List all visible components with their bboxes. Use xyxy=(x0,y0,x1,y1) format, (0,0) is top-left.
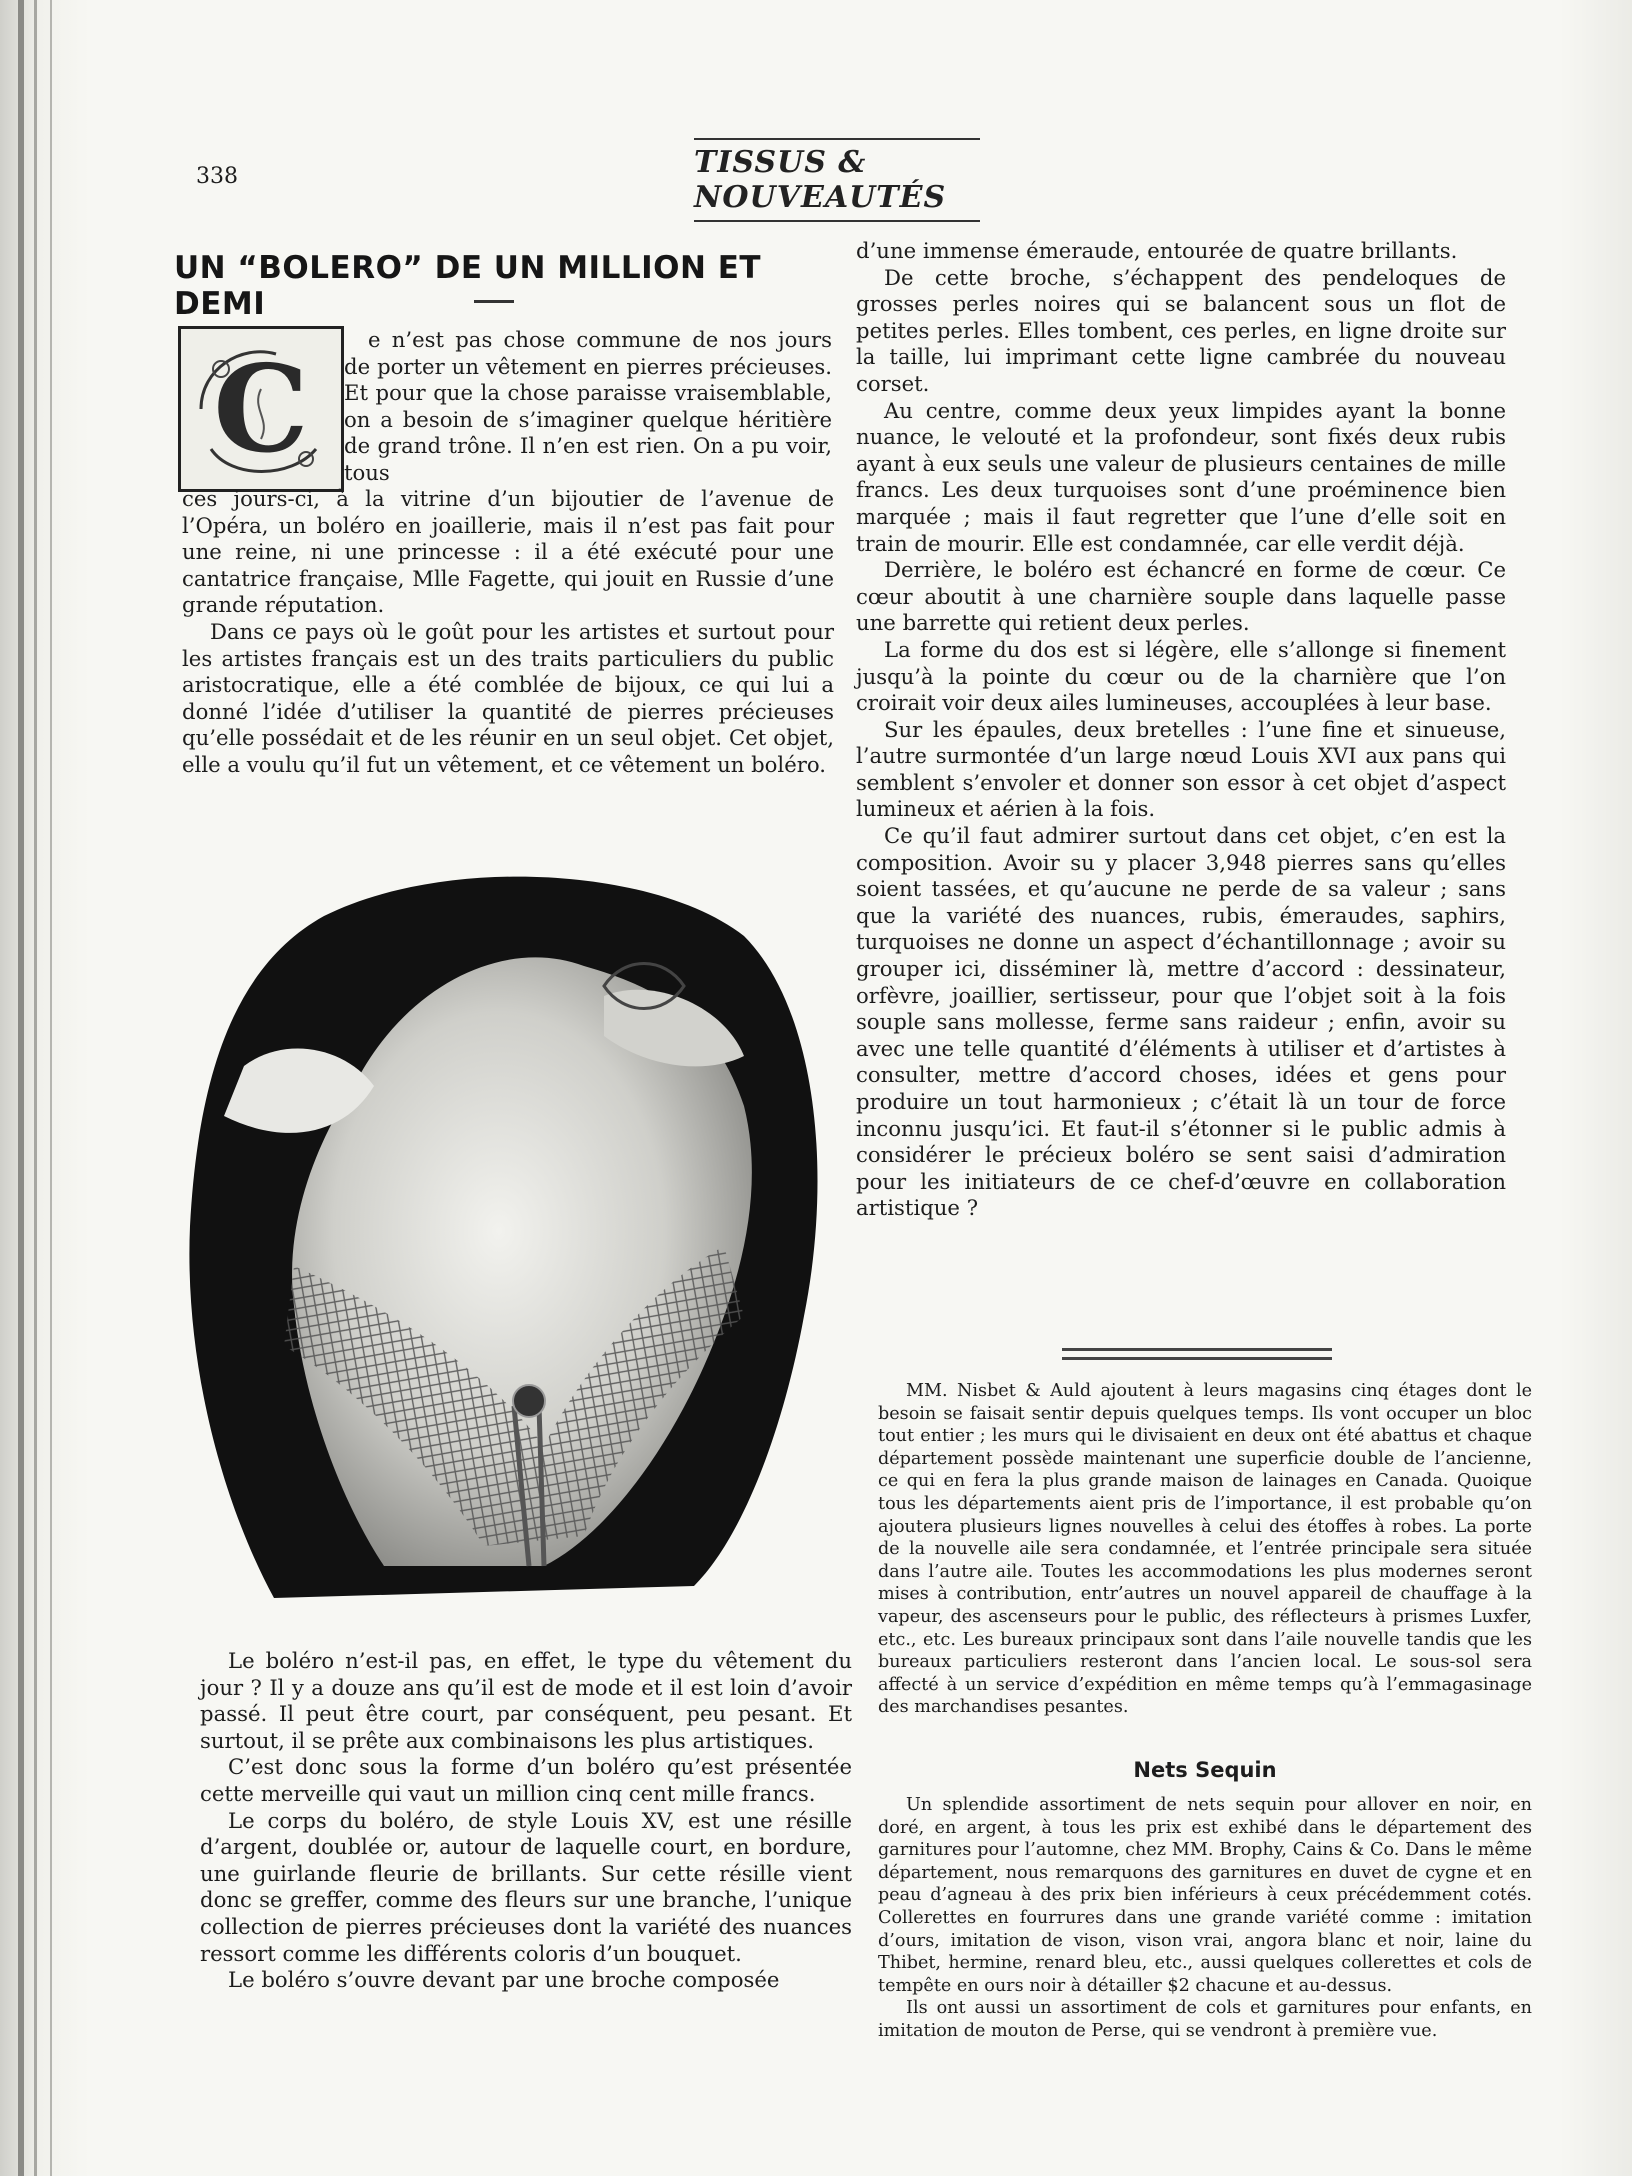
intro-paragraph: e n’est pas chose commune de nos jours de porter un vêtement en pierres précieuses. Et pour que la chose paraisse vraisemblable, on a besoin de s’imaginer quelque héritière de grand trône. Il n’en est rien. On a pu voir, tous xyxy=(344,327,832,485)
news-paragraph: MM. Nisbet & Auld ajoutent à leurs magasins cinq étages dont le besoin se faisait sentir depuis quelques temps. Ils vont occuper un bloc tout entier ; les murs qui le divisaient en deux ont été abattus et chaque département possède maintenant une superficie double de l’ancienne, ce qui en fera la plus grande maison de lainages en Canada. Quoique tous les départements aient pris de l’importance, il est probable qu’on ajoutera plusieurs lignes nouvelles à celui des étoffes à robes. La porte de la nouvelle aile sera condamnée, et l’entrée principale sera située dans l’autre aile. Toutes les accommodations les plus modernes seront mises à contribution, entr’autres un nouvel appareil de chauffage à la vapeur, des ascenseurs pour le public, des réflecteurs à prismes Luxfer, etc., etc. Les bureaux principaux sont dans l’aile nouvelle tandis que les bureaux particuliers resteront dans l’ancien local. Le sous-sol sera affecté à un service d’expédition en même temps qu’à l’emmagasinage des marchandises pesantes. xyxy=(878,1381,1532,1718)
divider-line xyxy=(1062,1357,1332,1360)
article-paragraph: Le boléro n’est-il pas, en effet, le type du vêtement du jour ? Il y a douze ans qu’il est de mode et il est loin d’avoir passé. Il peut être court, par conséquent, peu pesant. Et surtout, il se prête aux combinaisons les plus artistiques. xyxy=(200,1648,852,1753)
section-divider xyxy=(1062,1348,1332,1366)
masthead-title: TISSUS & NOUVEAUTÉS xyxy=(694,145,947,215)
binding-edge xyxy=(18,0,24,2176)
nets-paragraph: Ils ont aussi un assortiment de cols et garnitures pour enfants, en imitation de mouton de Perse, qui se vendront à première vue. xyxy=(878,1998,1532,2041)
article-left-column xyxy=(182,486,834,779)
article-right-column xyxy=(856,238,1506,1222)
nets-heading: Nets Sequin xyxy=(1133,1758,1277,1782)
nets-paragraph: Un splendide assortiment de nets sequin pour allover en noir, en doré, en argent, à tous les prix est exhibé dans le département des garnitures pour l’automne, chez MM. Brophy, Cains & Co. Dans le même département, nous remarquons des garnitures en duvet de cygne et en peau d’agneau à des prix bien inférieurs à ceux précédemment cotés. Collerettes en fourrures dans une grande variété comme : imitation d’ours, imitation de vison, vison vrai, angora blanc et noir, laine du Thibet, hermine, renard bleu, etc., aussi quelques collerettes et cols de tempête en ours noir à détailler $2 chacune et au-dessus. xyxy=(878,1795,1532,1996)
bolero-photo xyxy=(184,846,832,1598)
binding-edge xyxy=(34,0,37,2176)
article-left-bottom xyxy=(200,1648,852,1994)
article-paragraph: ces jours-ci, à la vitrine d’un bijoutier de l’avenue de l’Opéra, un boléro en joaillerie, mais il n’est pas fait pour une reine, ni une princesse : il a été exécuté pour une cantatrice française, Mlle Fagette, qui jouit en Russie d’une grande réputation. xyxy=(182,486,834,618)
article-paragraph: Ce qu’il faut admirer surtout dans cet objet, c’en est la composition. Avoir su y placer 3,948 pierres sans qu’elles soient tassées, et qu’aucune ne perde de sa valeur ; sans que la variété des nuances, rubis, émeraudes, saphirs, turquoises ne donne un aspect d’échantillonnage ; avoir su grouper ici, disséminer là, mettre d’accord : dessinateur, orfèvre, joaillier, sertisseur, pour que l’objet soit à la fois souple sans mollesse, ferme sans raideur ; enfin, avoir su avec une telle quantité d’éléments à utiliser et d’artistes à consulter, mettre d’accord choses, idées et gens pour produire un tout harmonieux ; c’était là un tour de force inconnu jusqu’ici. Et faut-il s’étonner si le public admis à considérer le précieux boléro se sent saisi d’admiration pour les initiateurs de ce chef-d’œuvre en collaboration artistique ? xyxy=(856,823,1506,1221)
article-paragraph: La forme du dos est si légère, elle s’allonge si finement jusqu’à la pointe du cœur ou de la charnière que l’on croirait voir deux ailes lumineuses, accouplées à leur base. xyxy=(856,636,1506,716)
divider-line xyxy=(1062,1348,1332,1351)
article-paragraph: C’est donc sous la forme d’un boléro qu’est présentée cette merveille qui vaut un million cinq cent mille francs. xyxy=(200,1754,852,1806)
page-number: 338 xyxy=(196,164,238,189)
article-intro xyxy=(344,327,832,487)
news-item xyxy=(878,1380,1532,1719)
article-paragraph: Derrière, le boléro est échancré en forme de cœur. Ce cœur aboutit à une charnière souple dans laquelle passe une barrette qui retient deux perles. xyxy=(856,557,1506,636)
headline-rule xyxy=(474,300,514,303)
dropcap-letter: C xyxy=(213,338,309,480)
bolero-image xyxy=(184,846,832,1598)
article-paragraph: Dans ce pays où le goût pour les artistes et surtout pour les artistes français est un des traits particuliers du public aristocratique, elle a été comblée de bijoux, ce qui lui a donné l’idée d’utiliser la quantité de pierres précieuses qu’elle possédait et de les réunir en un seul objet. Cet objet, elle a voulu qu’il fut un vêtement, et ce vêtement un boléro. xyxy=(182,618,834,777)
article-headline: UN “BOLERO” DE UN MILLION ET DEMI xyxy=(174,250,762,322)
article-paragraph: De cette broche, s’échappent des pendeloques de grosses perles noires qui se balancent sous un flot de petites perles. Elles tombent, ces perles, en ligne droite sur la taille, lui imprimant cette ligne cambrée du nouveau corset. xyxy=(856,264,1506,396)
article-paragraph: Au centre, comme deux yeux limpides ayant la bonne nuance, le velouté et la profondeur, sont fixés deux rubis ayant à eux seuls une valeur de plusieurs centaines de mille francs. Les deux turquoises sont d’une proéminence bien marquée ; mais il faut regretter que l’une d’elle soit en train de mourir. Elle est condamnée, car elle verdit déjà. xyxy=(856,397,1506,556)
article-paragraph: Sur les épaules, deux bretelles : l’une fine et sinueuse, l’autre surmontée d’un large nœud Louis XVI aux pans qui semblent s’envoler et donner son essor à cet objet d’aspect lumineux et aérien à la fois. xyxy=(856,716,1506,822)
article-paragraph: d’une immense émeraude, entourée de quatre brillants. xyxy=(856,238,1458,263)
nets-section xyxy=(878,1794,1532,2043)
article-paragraph: Le corps du boléro, de style Louis XV, est une résille d’argent, doublée or, autour de laquelle court, en bordure, une guirlande fleurie de brillants. Sur cette résille vient donc se greffer, comme des fleurs sur une branche, l’unique collection de pierres précieuses dont la variété des nuances ressort comme les différents coloris d’un bouquet. xyxy=(200,1807,852,1966)
masthead xyxy=(694,138,980,222)
ornamental-dropcap xyxy=(178,326,344,492)
article-paragraph: Le boléro s’ouvre devant par une broche composée xyxy=(228,1967,780,1993)
binding-edge xyxy=(50,0,52,2176)
